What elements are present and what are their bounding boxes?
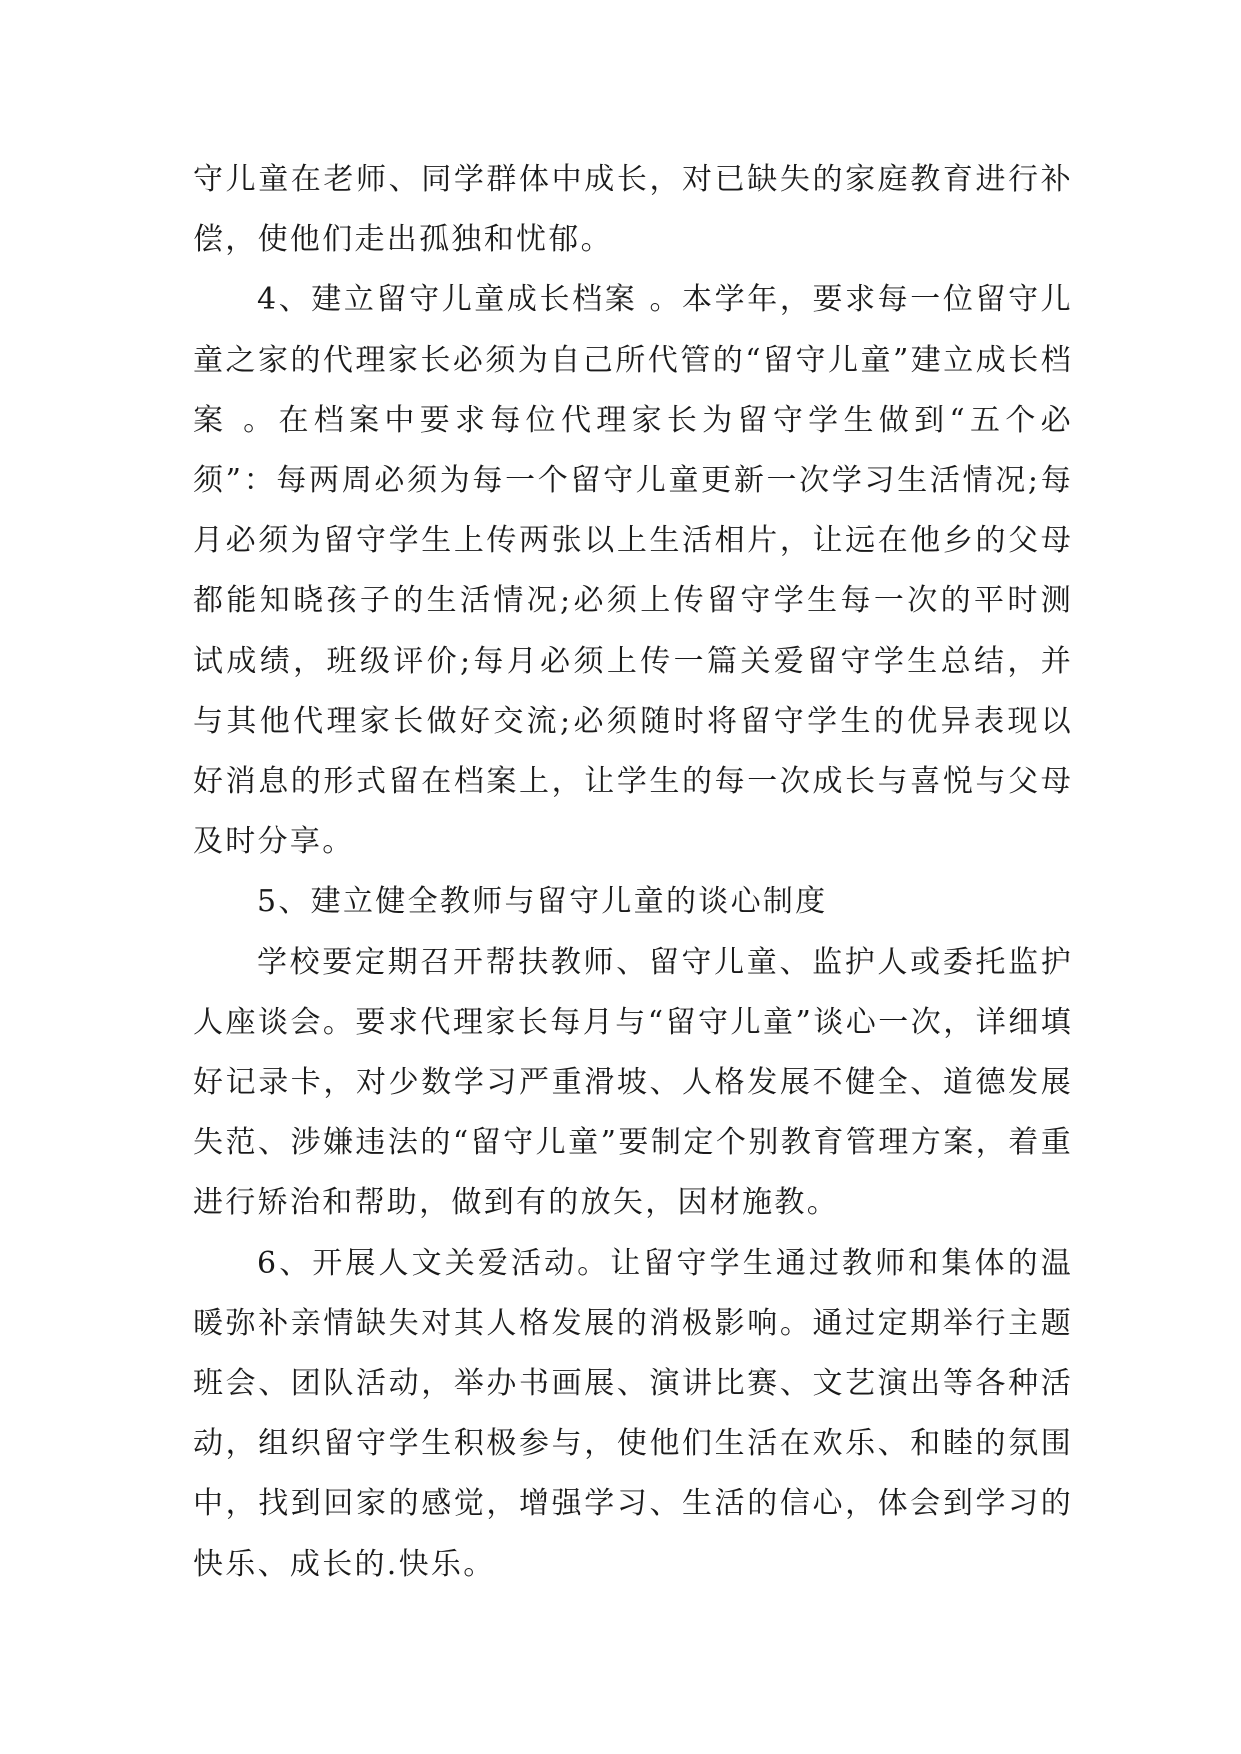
paragraph-item-5-body: 学校要定期召开帮扶教师、留守儿童、监护人或委托监护人座谈会。要求代理家长每月与“留守儿童”谈心一次，详细填好记录卡，对少数学习严重滑坡、人格发展不健全、道德发展失范、涉嫌违法的“留守儿童”要制定个别教育管理方案，着重进行矫治和帮助，做到有的放矢，因材施教。 [193,944,1073,1221]
paragraph-item-5-heading: 5、建立健全教师与留守儿童的谈心制度 [257,884,828,920]
paragraph-item-4-growth-archive: 4、建立留守儿童成长档案 。本学年，要求每一位留守儿童之家的代理家长必须为自己所代管的“留守儿童”建立成长档案 。在档案中要求每位代理家长为留守学生做到“五个必须”：每两周必须为每一个留守儿童更新一次学习生活情况;每月必须为留守学生上传两张以上生活相片，让远在他乡的父母都能知晓孩子的生活情况;必须上传留守学生每一次的平时测试成绩，班级评价;每月必须上传一篇关爱留守学生总结，并与其他代理家长做好交流;必须随时将留守学生的优异表现以好消息的形式留在档案上，让学生的每一次成长与喜悦与父母及时分享。 [193,282,1073,860]
paragraph-item-6-activities: 6、开展人文关爱活动。让留守学生通过教师和集体的温暖弥补亲情缺失对其人格发展的消极影响。通过定期举行主题班会、团队活动，举办书画展、演讲比赛、文艺演出等各种活动，组织留守学生积极参与，使他们生活在欢乐、和睦的氛围中，找到回家的感觉，增强学习、生活的信心，体会到学习的快乐、成长的.快乐。 [193,1245,1073,1582]
paragraph-continuation: 守儿童在老师、同学群体中成长，对已缺失的家庭教育进行补偿，使他们走出孤独和忧郁。 [193,162,1073,258]
document-body [193,150,1073,1595]
